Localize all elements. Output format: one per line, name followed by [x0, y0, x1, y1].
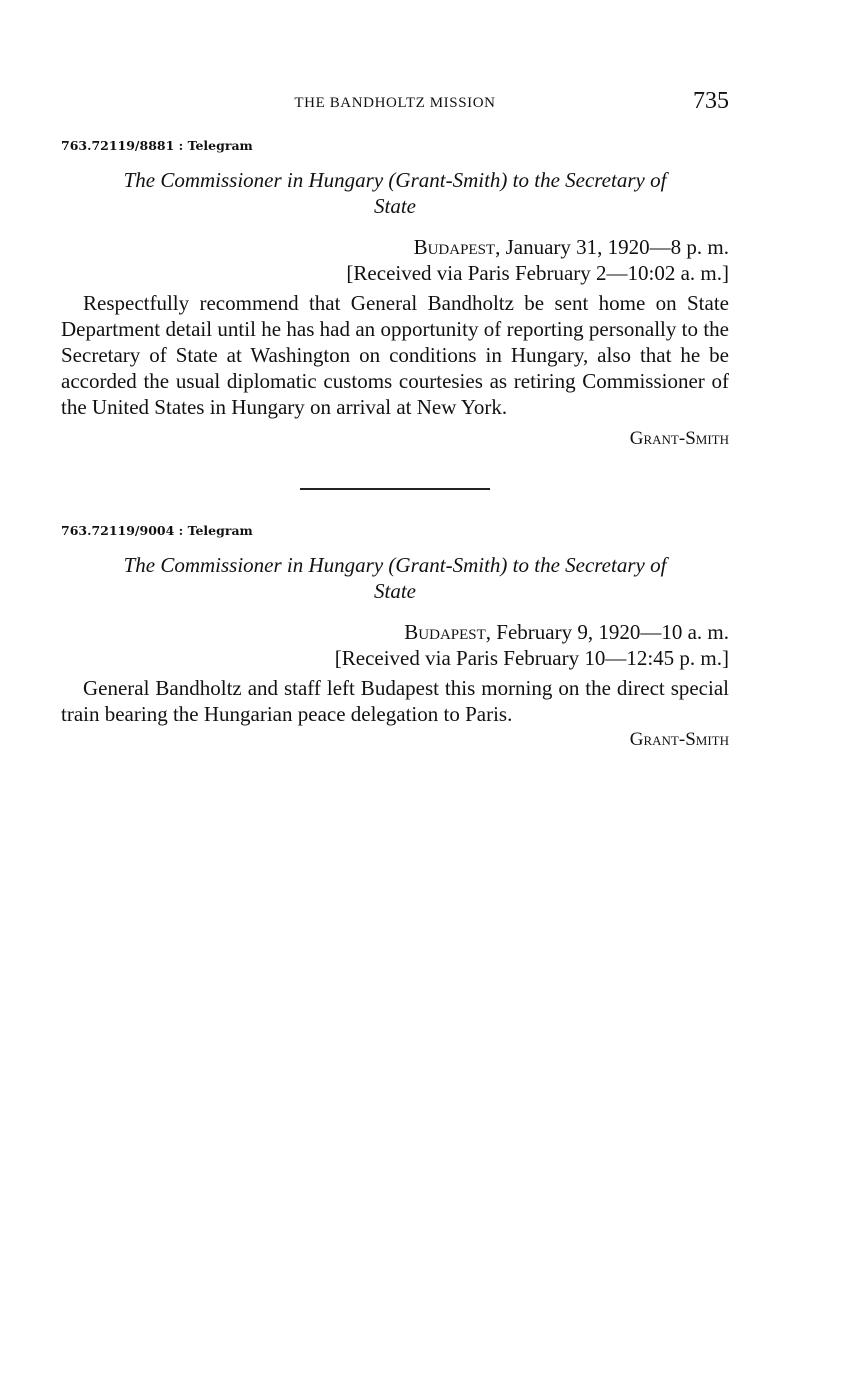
dateline: , February 9, 1920—10 a. m. [485, 620, 729, 644]
signature: Grant-Smith [629, 729, 729, 750]
running-title: THE BANDHOLTZ MISSION [294, 95, 496, 111]
telegram-entry-1 [61, 138, 729, 452]
received-line: [Received via Paris February 2—10:02 a. m.] [346, 261, 729, 285]
telegram-body: Respectfully recommend that General Bandholtz be sent home on State Department detail until he has had an opportunity of reporting personally to the Secretary of State at Washington on conditions in Hungary, also that he be accorded the usual diplomatic customs courtesies as retiring Commissioner of the United States in Hungary on arrival at New York. [61, 291, 729, 419]
telegram-entry-2 [61, 523, 729, 753]
place-name: Budapest [404, 620, 486, 644]
running-head [61, 88, 729, 120]
heading-line-2: State [374, 194, 416, 218]
heading-line-1: The Commissioner in Hungary (Grant-Smith) to the Secretary of [123, 553, 667, 577]
file-reference: 763.72119/9004 : Telegram [61, 523, 253, 538]
telegram-body: General Bandholtz and staff left Budapest this morning on the direct special train bearing the Hungarian peace delegation to Paris. [61, 676, 729, 726]
place-name: Budapest [413, 235, 496, 259]
place-date-line [61, 619, 729, 645]
place-date-line [61, 234, 729, 260]
heading-line-1: The Commissioner in Hungary (Grant-Smith) to the Secretary of [123, 168, 667, 192]
signature: Grant-Smith [629, 428, 729, 449]
dateline: , January 31, 1920—8 p. m. [495, 235, 729, 259]
document-page [61, 0, 729, 1380]
heading-line-2: State [374, 579, 416, 603]
document-heading [61, 552, 729, 604]
page-number: 735 [693, 88, 729, 114]
received-line: [Received via Paris February 10—12:45 p. m.] [334, 646, 729, 670]
document-heading [61, 167, 729, 219]
file-reference: 763.72119/8881 : Telegram [61, 138, 253, 153]
section-divider [300, 488, 490, 490]
